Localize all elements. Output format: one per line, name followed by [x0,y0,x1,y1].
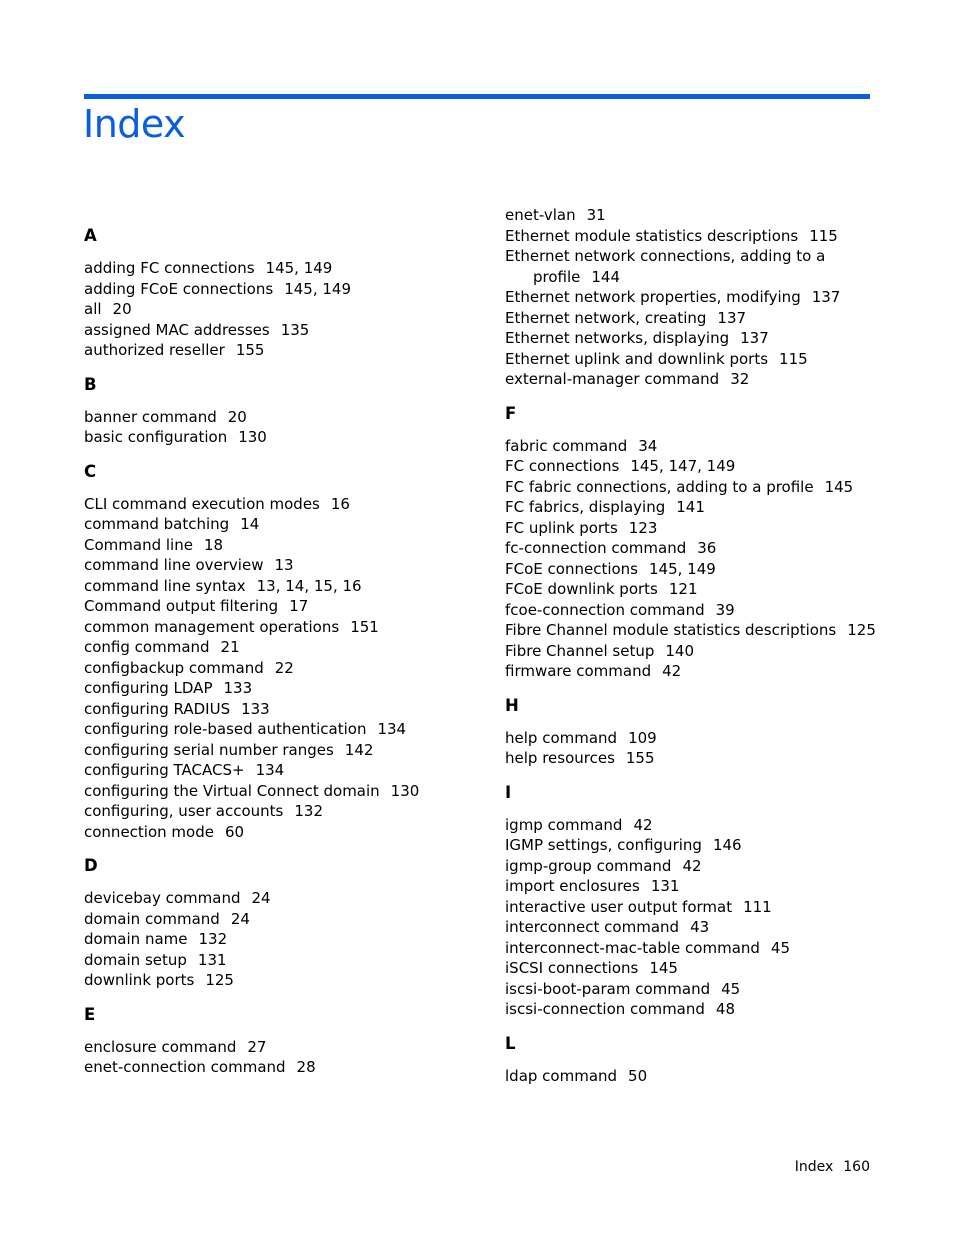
entry-list [84,258,444,361]
entry-term: connection mode [84,822,214,841]
index-entry [84,929,444,950]
entry-pages: 131 [650,877,680,895]
index-entry [505,641,875,662]
entry-list [84,1037,444,1078]
entry-term: Fibre Channel setup [505,641,655,660]
entry-pages: 145 [649,959,678,977]
entry-term: enclosure command [84,1037,237,1056]
entry-pages: 31 [586,206,606,224]
entry-pages: 42 [682,856,702,875]
index-entry [84,822,444,843]
entry-term: Ethernet networks, displaying [505,329,730,347]
index-entry [84,427,444,448]
index-entry [505,538,875,559]
entry-term: configuring RADIUS [84,699,231,718]
entry-pages: 145, 149 [265,259,333,277]
entry-pages: 13 [274,556,294,574]
entry-term: fcoe-connection command [505,600,705,619]
entry-pages: 137 [740,329,769,347]
index-entry [84,596,444,617]
index-entry [505,497,875,518]
index-entry [505,349,875,370]
entry-pages: 45 [770,938,791,957]
entry-term: interactive user output format [505,897,733,916]
index-entry [505,1066,875,1087]
index-entry [84,801,444,822]
entry-term: igmp-group command [505,856,672,875]
entry-pages: 17 [289,597,309,615]
section-letter: A [84,226,97,245]
entry-list [505,815,875,1020]
entry-term: FC connections [505,457,620,475]
index-entry [84,1037,444,1058]
entry-pages: 18 [203,535,224,554]
entry-pages: 142 [344,740,374,759]
index-entry [505,876,875,897]
entry-term: iSCSI connections [505,959,639,977]
index-entry [505,205,875,226]
index-column-left [84,226,444,1092]
entry-term: Command line [84,535,193,554]
entry-term: CLI command execution modes [84,494,320,513]
header-rule [84,94,870,99]
entry-list [505,205,875,390]
entry-list [84,888,444,991]
index-entry [505,835,875,856]
entry-term: command line syntax [84,576,246,595]
entry-list [84,494,444,843]
entry-list [505,728,875,769]
index-section [84,226,444,361]
index-entry [84,279,444,300]
entry-term: domain name [84,930,188,948]
index-entry [505,246,875,267]
index-entry [505,728,875,749]
entry-pages: 48 [715,1000,736,1018]
entry-pages: 16 [330,494,350,513]
index-entry [84,950,444,971]
index-section [84,1005,444,1078]
entry-term: enet-vlan [505,206,576,224]
entry-pages: 111 [743,897,772,916]
entry-term: fc-connection command [505,539,687,557]
entry-pages: 27 [247,1037,267,1056]
entry-list [505,436,875,682]
index-section [505,783,875,1020]
section-letter: D [84,856,98,875]
entry-pages: 60 [224,822,245,841]
entry-pages: 137 [811,288,841,306]
index-column-right [505,205,875,1100]
entry-pages: 42 [662,662,682,680]
index-entry [84,909,444,930]
entry-pages: 134 [255,761,285,779]
index-entry [84,576,444,597]
entry-term: external-manager command [505,370,720,388]
index-section [505,1034,875,1087]
entry-term: banner command [84,407,217,426]
entry-pages: 109 [628,728,657,747]
entry-pages: 130 [238,428,267,446]
entry-term: help resources [505,749,615,767]
section-letter: L [505,1033,516,1053]
entry-list [84,407,444,448]
entry-term: FC uplink ports [505,518,618,537]
section-letter: B [84,374,97,394]
page-title: Index [83,102,186,146]
entry-pages: 121 [668,580,698,598]
index-entry [84,637,444,658]
entry-pages: 125 [205,971,234,989]
entry-pages: 140 [665,641,695,660]
page-footer [795,1158,870,1176]
entry-pages: 45 [721,979,741,998]
entry-pages: 144 [591,267,621,286]
entry-pages: 28 [296,1058,316,1076]
entry-term: IGMP settings, configuring [505,836,702,854]
index-entry [84,535,444,556]
entry-pages: 20 [112,300,132,318]
index-section [84,375,444,448]
index-entry [84,719,444,740]
index-entry [505,559,875,580]
entry-pages: 123 [628,518,658,537]
entry-pages: 42 [633,815,653,834]
entry-term: profile [533,267,581,286]
index-section [505,205,875,390]
index-entry [505,620,875,641]
index-entry [84,760,444,781]
index-entry [84,514,444,535]
index-entry [505,917,875,938]
section-letter: F [505,403,517,423]
entry-pages: 21 [220,638,240,656]
index-entry [505,436,875,457]
entry-term: Ethernet network properties, modifying [505,288,801,306]
entry-pages: 145, 149 [284,279,351,298]
entry-pages: 145, 149 [649,559,716,578]
index-entry [505,518,875,539]
index-entry [505,979,875,1000]
entry-term: Ethernet module statistics descriptions [505,226,799,245]
entry-pages: 115 [809,226,838,245]
entry-pages: 43 [690,918,710,936]
entry-pages: 145, 147, 149 [630,457,736,475]
entry-pages: 32 [730,370,750,388]
entry-term: command batching [84,515,230,533]
index-entry [84,340,444,361]
entry-term: FC fabric connections, adding to a profile [505,477,814,496]
entry-pages: 131 [197,950,227,969]
entry-pages: 50 [628,1066,648,1085]
index-entry [84,258,444,279]
entry-term: FC fabrics, displaying [505,498,666,516]
index-entry [84,555,444,576]
entry-term: interconnect-mac-table command [505,938,760,957]
entry-pages: 155 [625,749,655,767]
index-entry [505,267,875,288]
entry-pages: 125 [847,621,876,639]
entry-term: iscsi-boot-param command [505,979,711,998]
entry-pages: 13, 14, 15, 16 [256,576,362,595]
entry-term: downlink ports [84,971,195,989]
entry-term: domain command [84,909,220,928]
entry-term: authorized reseller [84,341,225,359]
index-entry [505,477,875,498]
entry-term: interconnect command [505,918,680,936]
entry-term: configuring the Virtual Connect domain [84,781,380,800]
entry-term: fabric command [505,436,628,455]
entry-pages: 134 [377,720,407,738]
entry-term: configbackup command [84,658,264,677]
index-section [505,404,875,682]
index-entry [505,856,875,877]
entry-term: configuring TACACS+ [84,761,245,779]
index-entry [505,661,875,682]
entry-term: config command [84,638,210,656]
index-entry [505,600,875,621]
index-entry [505,938,875,959]
entry-term: command line overview [84,556,264,574]
index-entry [505,308,875,329]
entry-pages: 34 [638,436,658,455]
entry-term: common management operations [84,617,340,636]
index-section [84,462,444,843]
index-entry [505,815,875,836]
entry-term: domain setup [84,950,187,969]
entry-term: import enclosures [505,877,640,895]
entry-pages: 14 [240,515,260,533]
entry-term: assigned MAC addresses [84,320,270,339]
entry-term: help command [505,728,618,747]
entry-term: enet-connection command [84,1058,286,1076]
index-entry [84,494,444,515]
entry-term: Ethernet uplink and downlink ports [505,349,769,368]
index-entry [84,678,444,699]
index-entry [84,617,444,638]
entry-pages: 146 [712,836,742,854]
index-entry [84,658,444,679]
index-entry [505,579,875,600]
index-entry [505,456,875,477]
section-letter: C [84,461,97,481]
entry-term: configuring serial number ranges [84,740,334,759]
entry-list [505,1066,875,1087]
entry-term: configuring role-based authentication [84,720,367,738]
entry-pages: 39 [715,600,735,619]
index-entry [84,781,444,802]
footer-page-number: 160 [843,1159,870,1175]
entry-pages: 130 [390,781,420,800]
entry-pages: 132 [198,930,228,948]
entry-pages: 133 [241,699,270,718]
entry-pages: 20 [227,407,247,426]
entry-term: iscsi-connection command [505,1000,705,1018]
index-section [505,696,875,769]
section-letter: E [84,1004,96,1024]
entry-pages: 151 [350,617,379,636]
entry-pages: 137 [717,308,747,327]
entry-pages: 24 [230,909,250,928]
entry-term: configuring, user accounts [84,802,284,820]
entry-pages: 155 [235,341,265,359]
index-entry [505,999,875,1020]
entry-term: basic configuration [84,428,228,446]
entry-pages: 133 [223,679,253,697]
index-entry [84,299,444,320]
entry-term: Ethernet network connections, adding to a [505,247,826,265]
entry-pages: 135 [280,320,310,339]
index-entry [505,897,875,918]
index-entry [84,1057,444,1078]
entry-term: firmware command [505,662,652,680]
index-entry [505,287,875,308]
entry-term: ldap command [505,1066,618,1085]
index-entry [505,748,875,769]
entry-pages: 145 [824,477,854,496]
entry-term: adding FCoE connections [84,279,274,298]
entry-pages: 132 [294,802,324,820]
entry-term: igmp command [505,815,623,834]
index-entry [84,407,444,428]
entry-pages: 22 [274,658,294,677]
entry-term: all [84,300,102,318]
index-entry [505,328,875,349]
entry-term: FCoE connections [505,559,638,578]
entry-term: devicebay command [84,889,241,907]
index-entry [84,740,444,761]
section-letter: H [505,695,519,715]
entry-pages: 141 [676,498,705,516]
entry-term: adding FC connections [84,259,255,277]
entry-term: Fibre Channel module statistics descriptions [505,621,837,639]
entry-pages: 115 [779,349,808,368]
entry-term: FCoE downlink ports [505,580,658,598]
entry-pages: 36 [697,539,717,557]
index-entry [505,226,875,247]
index-entry [84,888,444,909]
entry-term: configuring LDAP [84,679,213,697]
entry-term: Command output filtering [84,597,279,615]
index-entry [505,369,875,390]
index-entry [84,699,444,720]
footer-label: Index [794,1159,834,1175]
index-entry [84,320,444,341]
index-entry [505,958,875,979]
entry-term: Ethernet network, creating [505,308,707,327]
index-entry [84,970,444,991]
entry-pages: 24 [251,889,271,907]
section-letter: I [505,782,512,802]
index-section [84,856,444,991]
